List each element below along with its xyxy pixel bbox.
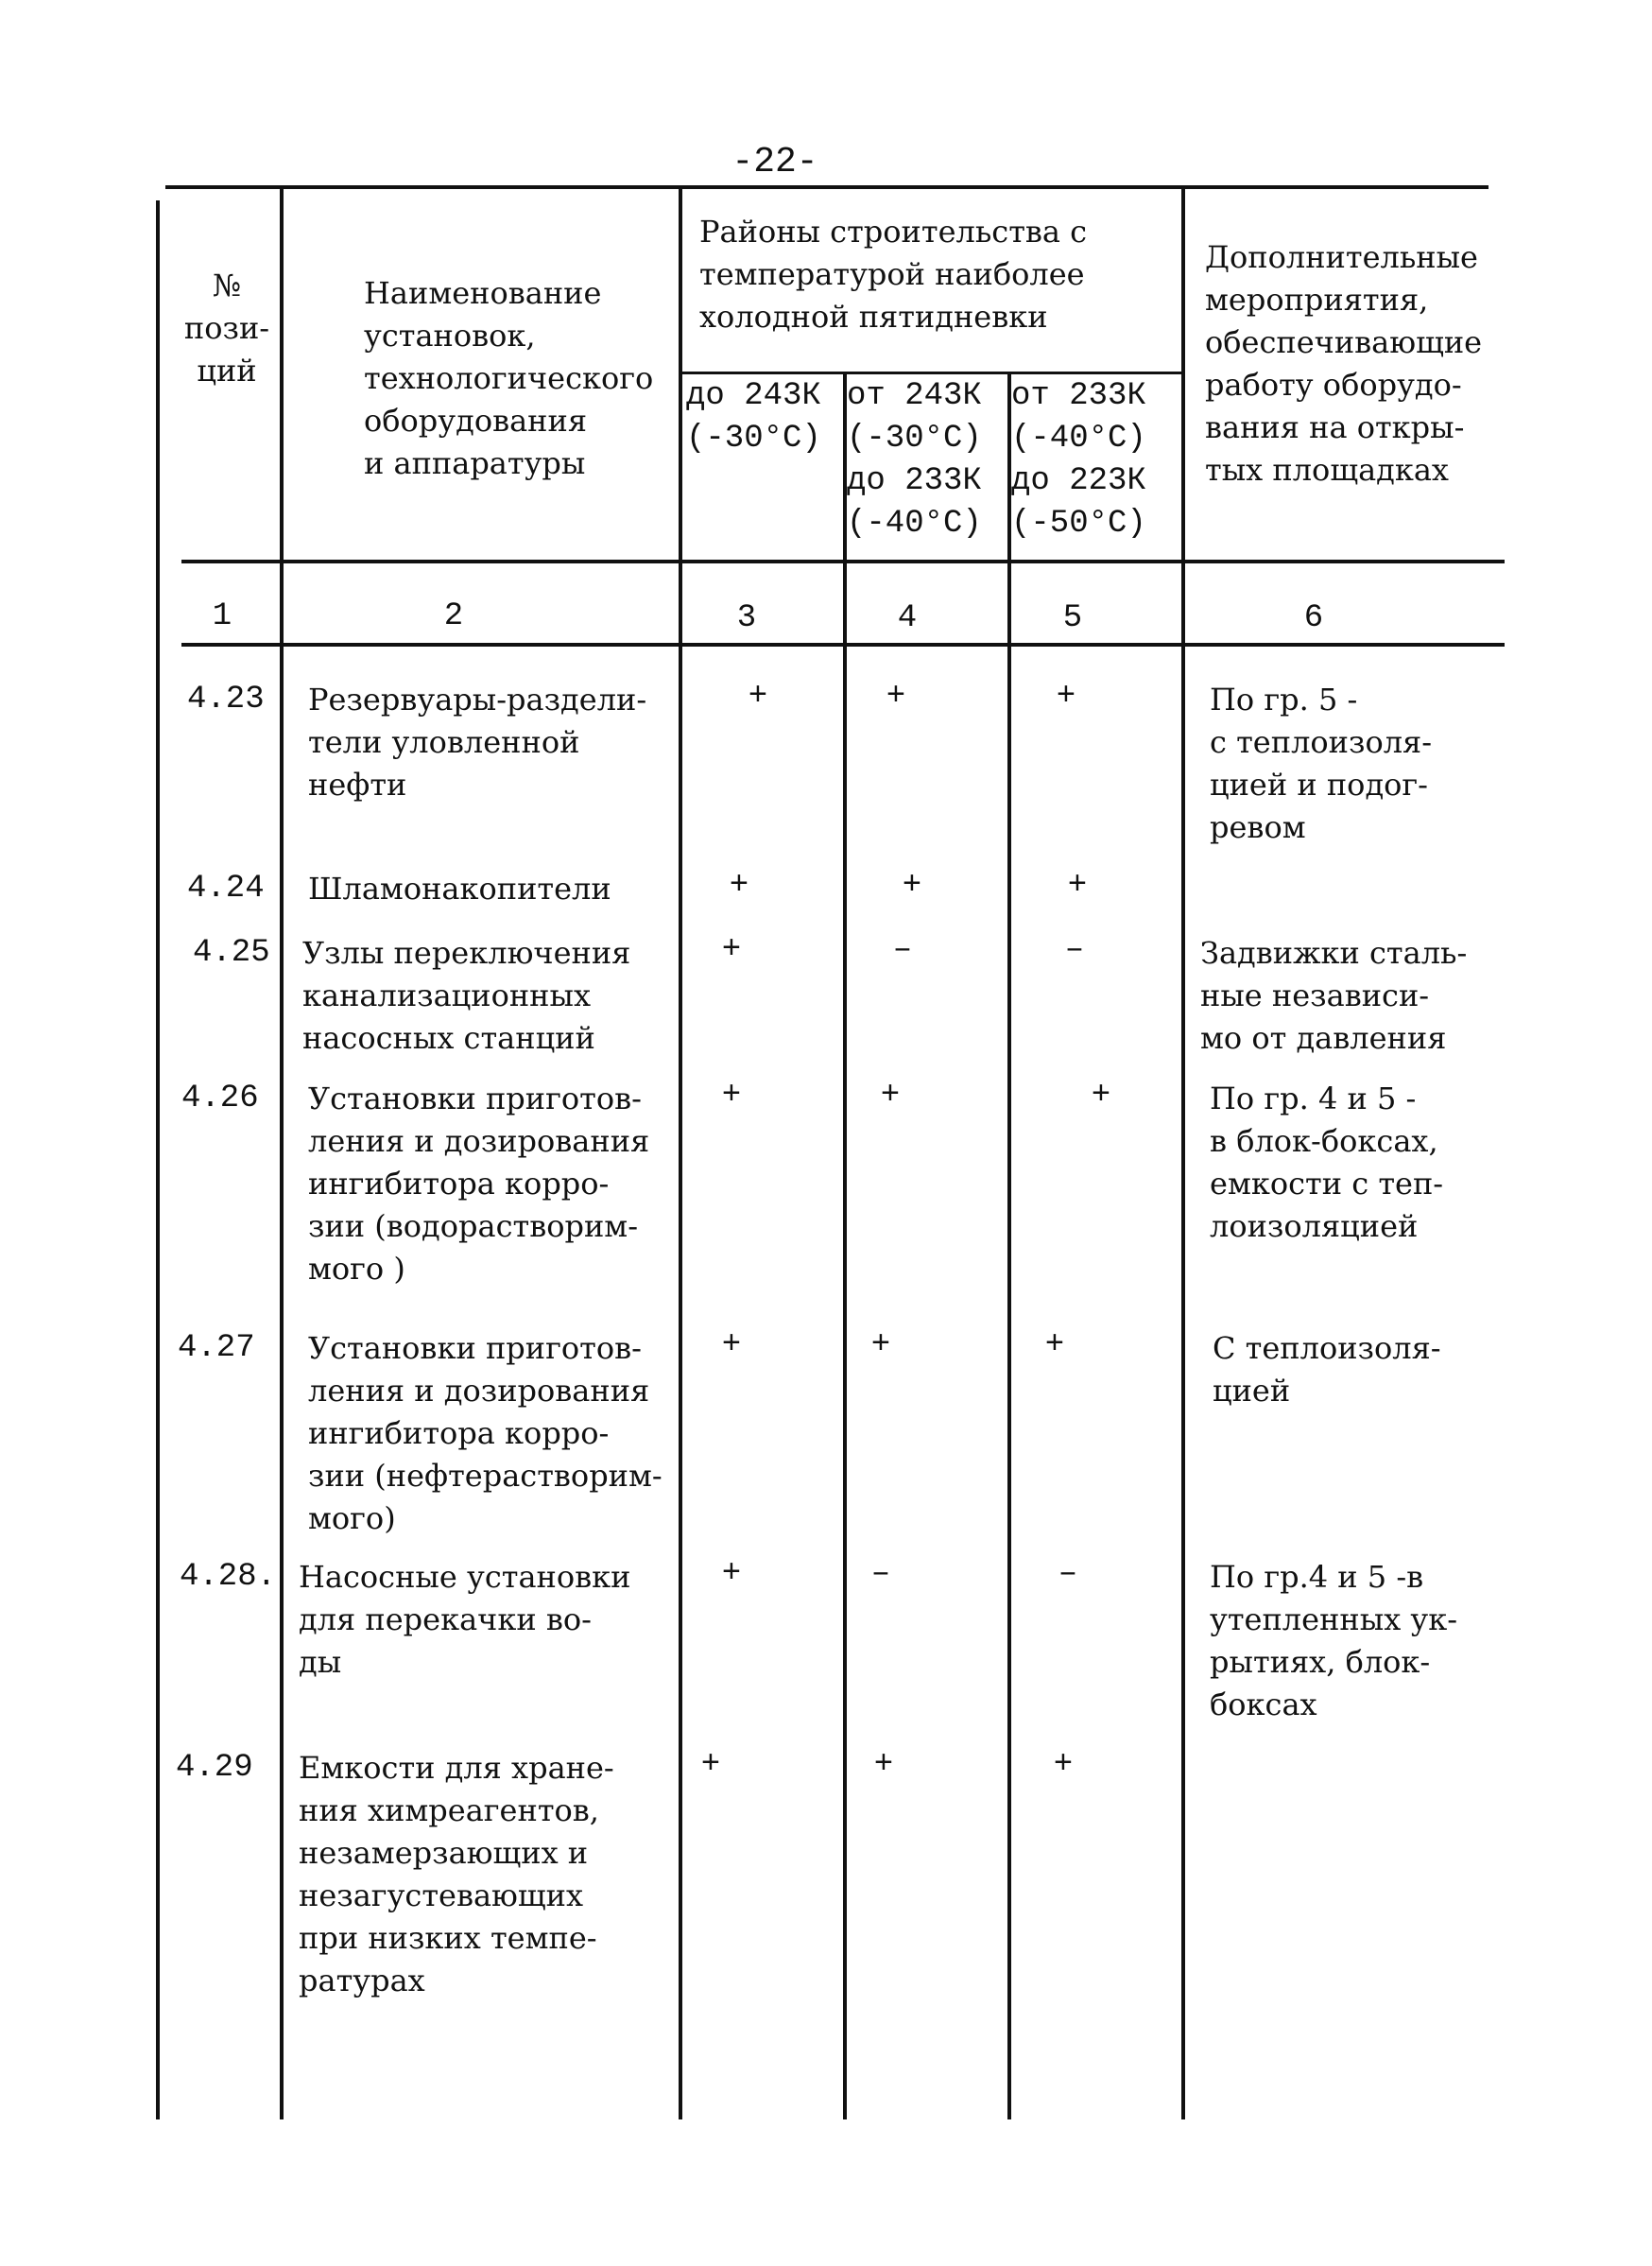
row-additional-measures: По гр. 4 и 5 - в блок-боксах, емкости с теп- лоизоляцией — [1210, 1081, 1444, 1244]
row-mark-col5: – — [1064, 932, 1085, 968]
row-mark-col5: + — [1044, 1327, 1065, 1363]
column-divider-2 — [679, 189, 682, 2119]
header-position-number: № пози- ций — [183, 268, 270, 389]
row-mark-col3: + — [700, 1747, 721, 1783]
header-construction-regions: Районы строительства с температурой наиболее холодной пятидневки — [699, 214, 1088, 335]
row-equipment-name: Насосные установки для перекачки во- ды — [299, 1559, 631, 1680]
row-additional-measures: По гр.4 и 5 -в утепленных ук- рытиях, блок- боксах — [1210, 1559, 1458, 1722]
header-temp-range-3: от 233К (-40°С) до 223К (-50°С) — [1011, 378, 1146, 542]
column-number-3: 3 — [736, 600, 757, 636]
row-mark-col3: + — [721, 932, 742, 968]
row-mark-col4: – — [892, 932, 913, 968]
header-additional-measures: Дополнительные мероприятия, обеспечивающие работу оборудо- вания на откры- тых площадках — [1205, 239, 1483, 488]
table-top-rule — [165, 185, 1489, 189]
row-mark-col4: + — [886, 679, 906, 715]
row-mark-col5: + — [1056, 679, 1076, 715]
header-equipment-name: Наименование установок, технологического оборудования и аппаратуры — [364, 275, 654, 481]
column-divider-4 — [1007, 373, 1011, 2119]
row-mark-col3: + — [721, 1556, 742, 1592]
column-number-4: 4 — [897, 600, 918, 636]
row-mark-col3: + — [748, 679, 768, 715]
row-additional-measures: Задвижки сталь- ные независи- мо от давления — [1200, 935, 1468, 1056]
row-mark-col3: + — [721, 1327, 742, 1363]
row-equipment-name: Установки приготов- ления и дозирования ингибитора корро- зии (нефтерастворим- мого) — [308, 1330, 663, 1536]
row-mark-col4: – — [870, 1556, 891, 1592]
column-number-6: 6 — [1303, 600, 1324, 636]
row-position-number: 4.27 — [178, 1330, 255, 1366]
header-temp-range-2: от 243К (-30°С) до 233К (-40°С) — [847, 378, 982, 542]
column-number-2: 2 — [443, 598, 464, 634]
row-equipment-name: Установки приготов- ления и дозирования ингибитора корро- зии (водорастворим- мого ) — [308, 1081, 650, 1287]
column-number-1: 1 — [212, 598, 232, 634]
row-position-number: 4.25 — [193, 935, 270, 971]
row-position-number: 4.29 — [176, 1750, 253, 1786]
row-mark-col5: + — [1067, 868, 1088, 904]
row-position-number: 4.23 — [187, 682, 265, 718]
row-mark-col3: + — [721, 1078, 742, 1114]
row-mark-col5: + — [1091, 1078, 1111, 1114]
column-divider-5 — [1181, 189, 1185, 2119]
row-position-number: 4.28. — [180, 1559, 277, 1595]
row-position-number: 4.26 — [181, 1081, 259, 1116]
row-equipment-name: Емкости для хране- ния химреагентов, незамерзающих и незагустевающих при низких темпе- ратурах — [299, 1750, 614, 1998]
group-header-rule — [682, 372, 1181, 374]
column-divider-1 — [280, 189, 284, 2119]
row-position-number: 4.24 — [187, 871, 265, 907]
row-equipment-name: Резервуары-раздели- тели уловленной нефти — [308, 682, 647, 803]
row-mark-col4: + — [880, 1078, 901, 1114]
row-mark-col4: + — [873, 1747, 894, 1783]
page-number: -22- — [731, 142, 818, 182]
row-mark-col4: + — [902, 868, 922, 904]
row-additional-measures: С теплоизоля- цией — [1213, 1330, 1441, 1409]
row-mark-col3: + — [729, 868, 749, 904]
column-divider-3 — [843, 373, 847, 2119]
row-mark-col5: + — [1053, 1747, 1074, 1783]
row-equipment-name: Шламонакопители — [308, 871, 611, 907]
row-mark-col4: + — [870, 1327, 891, 1363]
header-temp-range-1: до 243К (-30°С) — [686, 378, 821, 457]
row-additional-measures: По гр. 5 - с теплоизоля- цией и подог- ревом — [1210, 682, 1433, 845]
row-equipment-name: Узлы переключения канализационных насосных станций — [302, 935, 631, 1056]
row-mark-col5: – — [1058, 1556, 1078, 1592]
column-number-5: 5 — [1062, 600, 1083, 636]
table-left-border — [156, 200, 160, 2119]
